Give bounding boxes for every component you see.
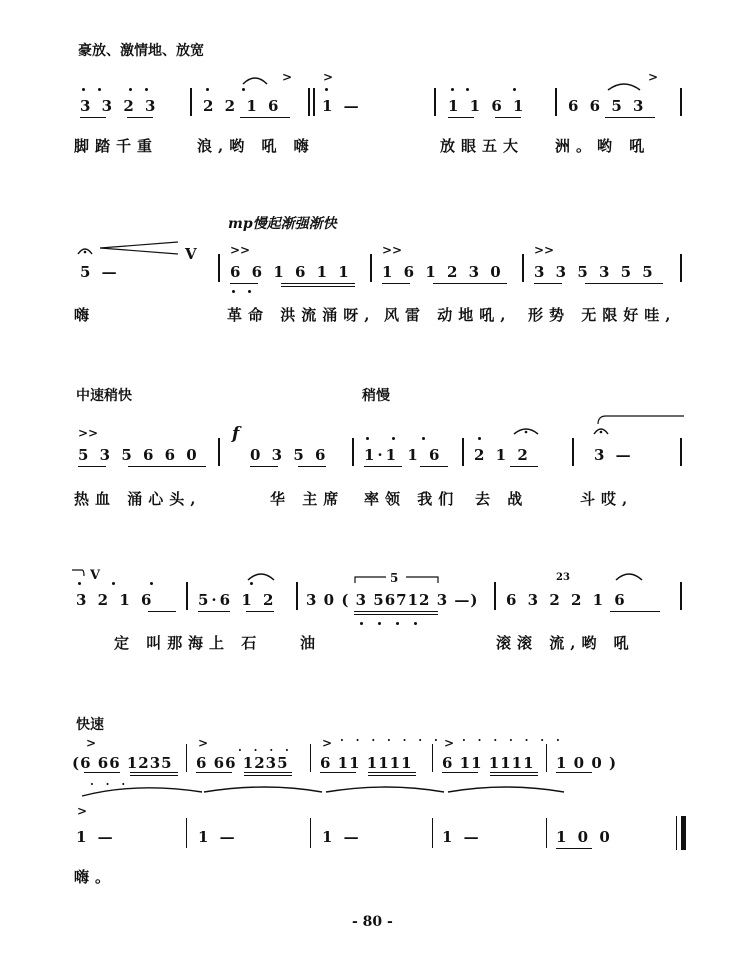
octave-dots-row: · · · · · · · — [340, 734, 442, 747]
barline — [370, 254, 372, 282]
barline — [522, 254, 524, 282]
beam — [298, 466, 326, 467]
barline — [680, 438, 682, 466]
lyric-5-1: 嗨。 — [74, 868, 117, 886]
beam — [240, 117, 290, 118]
accomp-measure-3: 6 11 1111 — [320, 754, 413, 772]
beam — [198, 611, 230, 612]
beam — [246, 611, 274, 612]
beam — [368, 772, 416, 773]
barline — [310, 818, 311, 848]
vocal-measure-2: 1 — — [198, 828, 238, 846]
tempo-marking-line2: mp慢起渐强渐快 — [228, 216, 337, 232]
barline — [218, 254, 220, 282]
lyric-2-3: 风雷 动地吼, — [384, 306, 512, 324]
measure-1-3-notes: 1 — — [322, 97, 362, 115]
octave-dot — [325, 88, 328, 91]
lyric-3-4: 去 战 — [475, 490, 529, 508]
measure-3-2-notes: 0 3 5 6 — [250, 446, 329, 464]
beam — [368, 775, 416, 776]
lyric-2-4: 形势 无限好哇, — [528, 306, 677, 324]
octave-dot — [82, 88, 85, 91]
tempo-marking-line1: 豪放、激情地、放宽 — [78, 43, 204, 59]
octave-dot — [145, 88, 148, 91]
beam — [80, 117, 106, 118]
beam — [244, 772, 292, 773]
barline — [310, 744, 311, 772]
barline — [313, 88, 315, 116]
beam — [510, 466, 538, 467]
tempo-marking-line3: 中速稍快 — [76, 388, 132, 404]
barline — [434, 88, 436, 116]
accent-mark: > — [323, 70, 334, 84]
measure-2-2-notes: 6 6 1 6 1 1 — [230, 263, 352, 281]
octave-dot — [98, 88, 101, 91]
barline — [218, 438, 220, 466]
lyric-3-2: 华 主席 — [270, 490, 345, 508]
barline — [308, 88, 310, 116]
beam — [130, 775, 178, 776]
lyric-1-3: 放眼五大 — [440, 137, 525, 155]
lyric-1-1: 脚踏千重 — [74, 137, 159, 155]
beam — [196, 772, 232, 773]
octave-dot — [478, 437, 481, 440]
beam — [490, 772, 538, 773]
fermata-icon — [76, 244, 94, 256]
beam — [534, 283, 562, 284]
octave-dot — [206, 88, 209, 91]
measure-1-1-notes: 3 3 2 3 — [80, 97, 159, 115]
page-number: - 80 - — [352, 914, 393, 930]
tempo-marking-slower: 稍慢 — [362, 388, 390, 404]
barline — [296, 582, 298, 610]
octave-dot — [250, 582, 253, 585]
accomp-measure-2: 6 66 1235 — [196, 754, 289, 772]
beam — [281, 283, 355, 284]
measure-1-2-notes: 2 2 1 6 — [203, 97, 282, 115]
accent-mark: > — [322, 736, 333, 750]
final-barline-thick — [681, 816, 686, 850]
tuplet-number: 5 — [390, 571, 399, 585]
beam — [148, 611, 176, 612]
lyric-4-2: 海上 石 — [188, 634, 263, 652]
tie-icon — [596, 414, 686, 426]
octave-dot-low — [378, 622, 381, 625]
octave-dot — [513, 88, 516, 91]
beam — [495, 117, 521, 118]
beam — [128, 466, 206, 467]
slur-icon — [246, 570, 276, 582]
barline — [555, 88, 557, 116]
barline — [680, 582, 682, 610]
tie-end-icon — [72, 568, 86, 578]
beam — [364, 466, 402, 467]
beam — [354, 611, 438, 612]
barline — [190, 88, 192, 116]
lyric-2-1: 嗨 — [74, 306, 96, 324]
measure-4-2-notes: 5·6 1 2 — [198, 591, 277, 609]
lyric-3-1: 热血 涌心头, — [74, 490, 202, 508]
lyric-3-5: 斗哎, — [580, 490, 634, 508]
fermata-icon — [512, 424, 540, 436]
dynamic-forte: f — [232, 424, 240, 444]
vocal-measure-3: 1 — — [322, 828, 362, 846]
beam — [354, 614, 438, 615]
octave-dot — [242, 88, 245, 91]
barline — [432, 818, 433, 848]
octave-dots-row: · · · · · · · — [462, 734, 564, 747]
grace-notes: 23 — [556, 572, 570, 583]
octave-dot-low — [414, 622, 417, 625]
slur-icon — [606, 80, 642, 92]
measure-2-3-notes: 1 6 1 2 3 0 — [382, 263, 504, 281]
lyric-1-2: 浪,哟 吼 嗨 — [197, 137, 315, 155]
barline — [432, 744, 433, 772]
measure-2-4-notes: 3 3 5 3 5 5 — [534, 263, 656, 281]
beam — [244, 775, 292, 776]
accent-mark: >> — [230, 243, 251, 257]
beam — [556, 848, 592, 849]
lyric-4-1: 定 叫那 — [114, 634, 189, 652]
octave-dot — [466, 88, 469, 91]
vocal-measure-4: 1 — — [442, 828, 482, 846]
octave-dot — [112, 582, 115, 585]
accent-mark: >> — [78, 426, 99, 440]
measure-1-4-notes: 1 1 6 1 — [448, 97, 527, 115]
octave-dot-low — [360, 622, 363, 625]
measure-3-5-notes: 3 — — [594, 446, 634, 464]
beam — [420, 466, 448, 467]
barline — [462, 438, 464, 466]
octave-dots-row: · · · · — [238, 744, 293, 757]
beam — [442, 772, 478, 773]
beam — [433, 283, 507, 284]
beam — [605, 117, 655, 118]
beam — [320, 772, 356, 773]
accent-mark: >> — [382, 243, 403, 257]
measure-3-1-notes: 5 3 5 6 6 0 — [78, 446, 200, 464]
octave-dots-low: · · · — [90, 778, 130, 791]
phrase-slurs-icon — [76, 782, 566, 806]
lyric-4-3: 油 — [300, 634, 322, 652]
beam — [127, 117, 153, 118]
final-barline-thin — [676, 816, 677, 850]
accomp-measure-5: 1 0 0 ) — [556, 754, 618, 772]
barline — [546, 744, 547, 772]
accomp-measure-1: (6 66 1235 — [72, 754, 173, 772]
beam — [230, 283, 258, 284]
octave-dot — [366, 437, 369, 440]
fermata-icon — [240, 74, 270, 86]
accent-mark: >> — [534, 243, 555, 257]
measure-2-1-notes: 5 — — [80, 263, 120, 281]
beam — [84, 772, 120, 773]
beam — [250, 466, 278, 467]
beam — [78, 466, 106, 467]
octave-dot — [451, 88, 454, 91]
accent-mark: > — [444, 736, 455, 750]
beam — [556, 772, 592, 773]
octave-dot — [129, 88, 132, 91]
lyric-2-2: 革命 洪流涌呀, — [227, 306, 376, 324]
octave-dot — [392, 437, 395, 440]
accent-mark: > — [198, 736, 209, 750]
barline — [494, 582, 496, 610]
measure-3-4-notes: 2 1 2 — [474, 446, 531, 464]
barline — [186, 818, 187, 848]
vocal-measure-1: 1 — — [76, 828, 116, 846]
measure-4-1-notes: 3 2 1 6 — [76, 591, 155, 609]
barline — [680, 88, 682, 116]
measure-3-3-notes: 1·1 1 6 — [364, 446, 443, 464]
tempo-marking-fast: 快速 — [76, 717, 104, 733]
beam — [610, 611, 660, 612]
beam — [281, 286, 355, 287]
measure-4-3-notes: 3 0 ( 3 56712 3 —) — [306, 591, 479, 609]
vocal-measure-5: 1 0 0 — [556, 828, 613, 846]
measure-1-5-notes: 6 6 5 3 — [568, 97, 647, 115]
barline — [352, 438, 354, 466]
breath-mark: V — [90, 568, 104, 583]
barline — [680, 254, 682, 282]
breath-mark: V — [185, 245, 200, 263]
measure-4-4-notes: 6 3 2 2 1 6 — [506, 591, 628, 609]
lyric-3-3: 率领 我们 — [364, 490, 460, 508]
beam — [448, 117, 474, 118]
barline — [572, 438, 574, 466]
crescendo-hairpin-icon — [100, 240, 180, 256]
accomp-measure-4: 6 11 1111 — [442, 754, 535, 772]
accent-mark: > — [77, 804, 88, 818]
beam — [382, 283, 410, 284]
barline — [546, 818, 547, 848]
lyric-1-4: 洲。哟 吼 — [555, 137, 651, 155]
octave-dot — [150, 582, 153, 585]
octave-dot — [78, 582, 81, 585]
barline — [186, 744, 187, 772]
tuplet-bracket-icon — [354, 574, 440, 584]
octave-dot-low — [232, 290, 235, 293]
accent-mark: > — [86, 736, 97, 750]
beam — [130, 772, 178, 773]
beam — [490, 775, 538, 776]
octave-dot-low — [396, 622, 399, 625]
beam — [585, 283, 663, 284]
accent-mark: > — [282, 70, 293, 84]
octave-dot — [422, 437, 425, 440]
accent-mark: > — [648, 70, 659, 84]
barline — [186, 582, 188, 610]
slur-icon — [614, 570, 644, 582]
lyric-4-4: 滚滚 流,哟 吼 — [496, 634, 635, 652]
octave-dot-low — [248, 290, 251, 293]
